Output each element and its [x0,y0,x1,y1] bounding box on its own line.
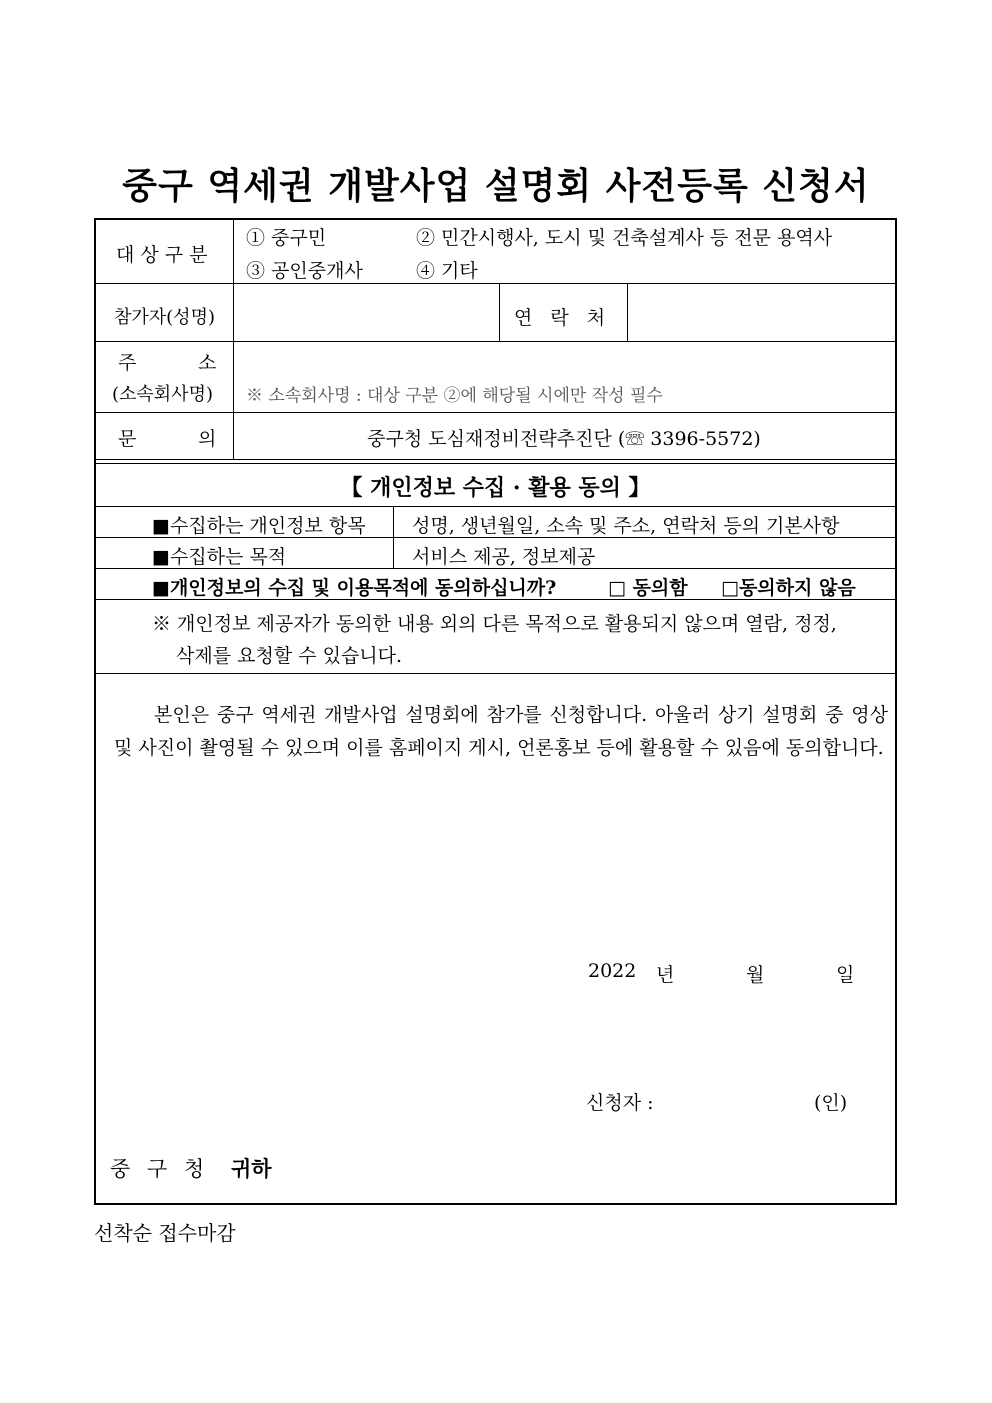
agree-checkbox[interactable]: □ 동의함 [608,577,688,599]
consent-row-value: 성명, 생년월일, 소속 및 주소, 연락처 등의 기본사항 [412,515,840,537]
contact-label: 연 락 처 [514,307,612,329]
target-label: 대 상 구 분 [116,244,208,266]
divider [96,412,895,413]
divider [499,283,500,341]
company-note: ※ 소속회사명 : 대상 구분 ②에 해당될 시에만 작성 필수 [246,386,663,406]
applicant-seal: (인) [814,1092,848,1114]
consent-question: ■개인정보의 수집 및 이용목적에 동의하십니까? [152,577,557,599]
consent-notice-line2: 삭제를 요청할 수 있습니다. [176,645,403,667]
consent-row-value: 서비스 제공, 정보제공 [412,546,596,568]
recipient-name: 중 구 청 [110,1157,210,1181]
date-year-unit: 년 [656,964,675,986]
target-option-1[interactable]: ① 중구민 [246,227,327,249]
divider [627,283,628,341]
inquiry-label-a: 문 [118,428,137,450]
consent-title: 【 개인정보 수집 · 활용 동의 】 [340,475,651,501]
target-option-3[interactable]: ③ 공인중개사 [246,260,363,282]
applicant-signature-field[interactable] [676,1082,806,1114]
application-form [94,218,897,1205]
participant-input[interactable] [234,286,498,340]
divider [96,459,895,460]
disagree-checkbox[interactable]: □동의하지 않음 [721,577,856,599]
inquiry-contact: 중구청 도심재정비전략추진단 (☏ 3396-5572) [367,428,761,450]
inquiry-label-b: 의 [198,428,217,450]
divider [96,506,895,507]
divider [233,220,234,460]
company-label: (소속회사명) [112,384,213,405]
divider [96,537,895,538]
address-label-b: 소 [198,352,217,374]
consent-row-label: ■수집하는 개인정보 항목 [152,515,366,537]
divider [96,463,895,464]
footer-note: 선착순 접수마감 [94,1221,236,1245]
divider [96,568,895,569]
participant-label: 참가자(성명) [114,307,215,328]
divider [393,506,394,568]
declaration-text: 본인은 중구 역세권 개발사업 설명회에 참가를 신청합니다. 아울러 상기 설명회 중 영상 및 사진이 촬영될 수 있으며 이를 홈페이지 게시, 언론홍보 등에 활용할 수 있음에 동의합니다. [114,704,888,759]
recipient-honorific: 귀하 [231,1156,272,1181]
target-option-4[interactable]: ④ 기타 [416,260,478,282]
contact-input[interactable] [628,286,894,340]
applicant-label: 신청자 : [586,1092,654,1114]
consent-notice-line1: ※ 개인정보 제공자가 동의한 내용 외의 다른 목적으로 활용되지 않으며 열람, 정정, [152,613,837,635]
divider [96,341,895,342]
address-label-a: 주 [118,352,137,374]
divider [96,673,895,674]
date-day-unit: 일 [836,964,855,986]
target-option-2[interactable]: ② 민간시행사, 도시 및 건축설계사 등 전문 용역사 [416,227,833,249]
date-year: 2022 [588,960,637,982]
page-title: 중구 역세권 개발사업 설명회 사전등록 신청서 [122,166,870,207]
consent-row-label: ■수집하는 목적 [152,546,287,568]
date-month-unit: 월 [746,964,765,986]
divider [96,599,895,600]
divider [96,283,895,284]
address-input[interactable] [234,344,894,378]
